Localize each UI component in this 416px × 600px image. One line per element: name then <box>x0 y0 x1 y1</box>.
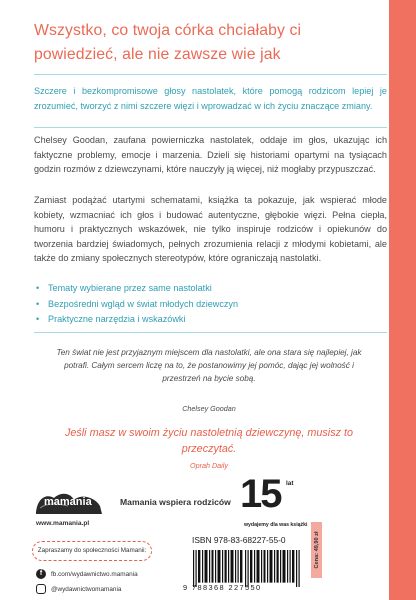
press-quote: Jeśli masz w swoim życiu nastoletnią dziewczynę, musisz to przeczytać. <box>64 427 353 455</box>
lead-divider <box>34 127 387 128</box>
headline: Wszystko, co twoja córka chciałaby ci powiedzieć, ale nie zawsze wie jak <box>34 22 302 63</box>
price-tag <box>311 522 322 578</box>
barcode <box>183 550 313 587</box>
feature-label: Bezpośredni wgląd w świat młodych dziewczyn <box>48 298 239 309</box>
anniversary-unit: lat <box>286 480 294 487</box>
anniversary-subtitle: wydajemy dla was książki <box>244 522 308 528</box>
feature-label: Tematy wybierane przez same nastolatki <box>48 283 212 293</box>
description-paragraph-2: Zamiast podążać utartymi schematami, książka ta pokazuje, jak wspierać młode kobiety, wzmacniać ich głos i budować autentyczne, głębokie więzi. Pełna ciepła, humoru i praktycznych wskazówek, nie tylko inspiruje rodziców i opiekunów do tworzenia bardziej świadomych, pełnych zrozumienia relacji z młodymi kobietami, ale także do zmiany społecznych stereotypów, które ograniczają nastolatki. <box>34 195 387 263</box>
top-divider <box>34 74 387 75</box>
bullets-divider <box>34 332 387 333</box>
feature-item <box>34 312 387 328</box>
publisher-url: www.mamania.pl <box>36 520 90 527</box>
barcode-number: 9 788368 227550 <box>183 583 262 592</box>
mamania-logo <box>34 488 106 516</box>
author-quote-attribution: Chelsey Goodan <box>182 404 236 413</box>
instagram-handle: @wydawnictwomamania <box>51 585 122 593</box>
feature-label: Praktyczne narzędzia i wskazówki <box>48 314 186 324</box>
instagram-link[interactable] <box>36 584 121 594</box>
bullet-icon: • <box>36 314 40 324</box>
anniversary-number: 15 <box>240 472 281 516</box>
isbn-label: ISBN 978-83-68227-55-0 <box>192 535 286 545</box>
price-label: Cena: 49,90 zł <box>313 531 320 569</box>
bullet-icon: • <box>36 298 40 309</box>
community-invite: Zapraszamy do społeczności Mamanii: <box>32 541 152 561</box>
facebook-link[interactable] <box>36 569 138 579</box>
facebook-icon: f <box>36 569 46 579</box>
anniversary-badge <box>240 472 330 528</box>
description-paragraph-1: Chelsey Goodan, zaufana powierniczka nastolatek, oddaje im głos, ukazując ich faktyczne problemy, emocje i marzenia. Dzieli się historiami opartymi na tysiącach godzin rozmów z dziewczynami, które nauczyły ją więcej, niż mogłaby przypuszczać. <box>34 135 387 174</box>
publisher-tagline: Mamania wspiera rodziców <box>120 497 231 507</box>
feature-item <box>34 281 387 297</box>
logo-wordmark: mamania <box>44 496 92 508</box>
lead-paragraph: Szczere i bezkompromisowe głosy nastolatek, które pomogą rodzicom lepiej je zrozumieć, tworzyć z nimi szczere więzi i wprowadzać w ich życiu znaczące zmiany. <box>34 86 387 111</box>
author-quote: Ten świat nie jest przyjaznym miejscem dla nastolatki, ale ona stara się najlepiej, jak potrafi. Całym sercem liczę na to, że postanowimy jej pomóc, dając jej wolność i przestrzeń na bycie sobą. <box>56 348 362 383</box>
press-quote-attribution: Oprah Daily <box>190 461 228 470</box>
instagram-icon <box>36 584 46 594</box>
feature-list <box>34 281 387 328</box>
bullet-icon: • <box>36 283 40 293</box>
feature-item <box>34 297 387 313</box>
facebook-handle: fb.com/wydawnictwo.mamania <box>51 570 138 578</box>
cover-spine-strip <box>389 0 416 600</box>
